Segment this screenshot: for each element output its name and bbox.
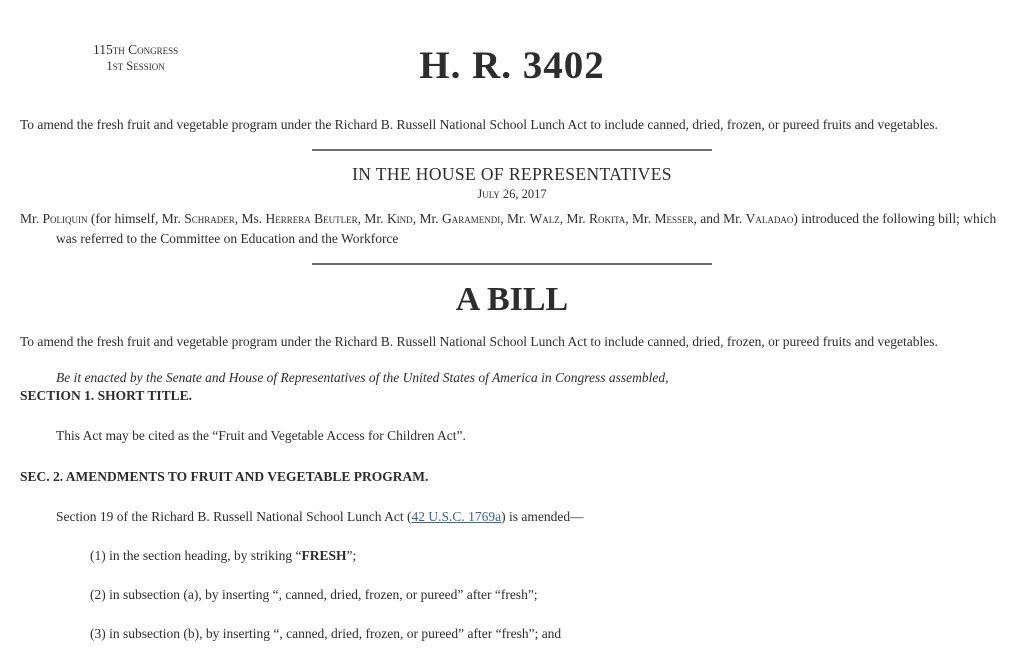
text-segment: ) is amended— (501, 509, 584, 524)
section-2-intro (20, 508, 1004, 525)
text-segment: (1) in the section heading, by striking “ (90, 548, 302, 563)
horizontal-rule (312, 149, 712, 151)
text-segment: (2) in subsection (a), by inserting “, canned, dried, frozen, or pureed” after “fresh”; (90, 587, 538, 602)
text-segment: Rokita (588, 211, 626, 226)
session-line: 1st Session (106, 59, 165, 73)
congress-line: 115th Congress (93, 42, 179, 57)
amendment-item-3 (20, 625, 1004, 642)
text-segment: Schrader (184, 211, 235, 226)
text-segment: (for himself, Mr. (87, 211, 185, 226)
sponsors-paragraph (20, 209, 1004, 249)
text-segment: , Mr. (625, 211, 655, 226)
bill-header (20, 38, 1004, 100)
text-segment: Mr. (20, 211, 43, 226)
official-title-text: To amend the fresh fruit and vegetable program under the Richard B. Russell National School Lunch Act to include canned, dried, frozen, or pureed fruits and vegetables. (20, 117, 938, 132)
text-segment: , Mr. (357, 211, 387, 226)
a-bill-heading: A BILL (455, 281, 569, 318)
text-segment: Valadao (745, 211, 794, 226)
text-segment: , Mr. (500, 211, 530, 226)
text-segment: Garamendi (441, 211, 501, 226)
text-segment: ) introduced the following bill; which was referred to the Committee on Education and the Workforce (56, 211, 997, 246)
section-1-heading: SECTION 1. SHORT TITLE. (20, 388, 192, 403)
amendment-item-1 (20, 547, 1004, 564)
usc-citation-link[interactable]: 42 U.S.C. 1769a (411, 509, 502, 524)
text-segment: FRESH (301, 548, 347, 563)
chamber-heading: IN THE HOUSE OF REPRESENTATIVES (352, 164, 672, 184)
enacting-clause: Be it enacted by the Senate and House of Representatives of the United States of America in Congress assembled, (56, 370, 669, 385)
official-title-text-repeat: To amend the fresh fruit and vegetable program under the Richard B. Russell National School Lunch Act to include canned, dried, frozen, or pureed fruits and vegetables. (20, 334, 938, 349)
text-segment: Section 19 of the Richard B. Russell National School Lunch Act ( (56, 509, 412, 524)
text-segment: Kind (386, 211, 413, 226)
horizontal-rule (312, 263, 712, 265)
text-segment: , Ms. (234, 211, 266, 226)
bill-document-page (0, 38, 1024, 651)
text-segment: Messer (654, 211, 694, 226)
text-segment: , Mr. (559, 211, 589, 226)
text-segment: , and Mr. (693, 211, 746, 226)
congress-session-block (93, 42, 178, 74)
text-segment: Walz (529, 211, 560, 226)
text-segment: ”; (346, 548, 357, 563)
text-segment: Poliquin (42, 211, 88, 226)
text-segment: , Mr. (412, 211, 442, 226)
text-segment: (3) in subsection (b), by inserting “, canned, dried, frozen, or pureed” after “fresh”; and (90, 626, 562, 641)
amendment-item-2 (20, 586, 1004, 603)
introduction-date: July 26, 2017 (477, 187, 547, 201)
bill-number-title: H. R. 3402 (419, 44, 605, 87)
text-segment: Herrera Beutler (265, 211, 358, 226)
section-1-body: This Act may be cited as the “Fruit and Vegetable Access for Children Act”. (56, 428, 466, 443)
section-2-heading: SEC. 2. AMENDMENTS TO FRUIT AND VEGETABLE PROGRAM. (20, 469, 429, 484)
